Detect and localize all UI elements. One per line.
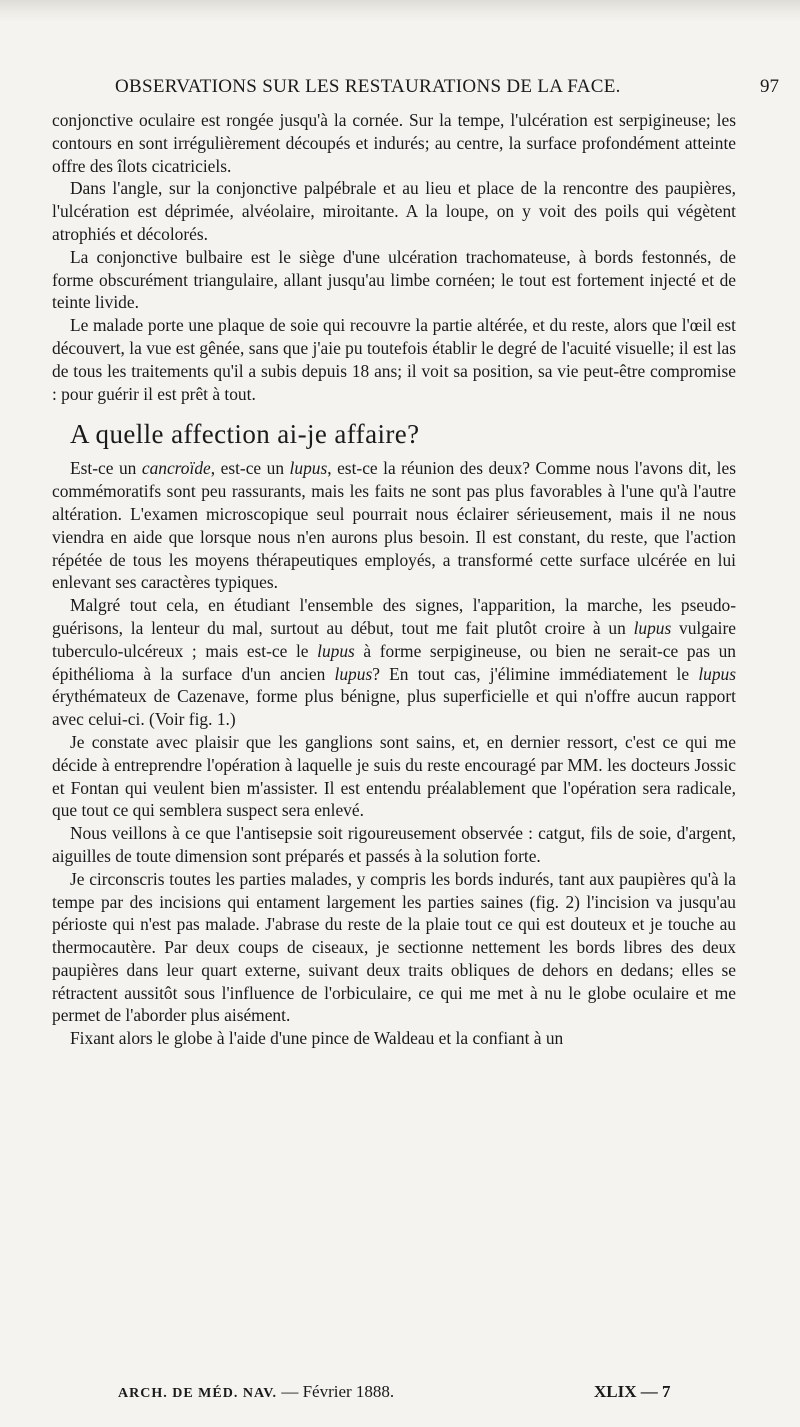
paragraph: Est-ce un cancroïde, est-ce un lupus, est-ce la réunion des deux? Comme nous l'avons dit, les commémoratifs sont peu rassurants, mais les faits ne sont pas plus favorables à l'une qu'à l'autre altération. L'examen microscopique seul pourrait nous éclairer sérieusement, mais il ne nous viendra en aide que lorsque nous n'en aurons plus besoin. Il est constant, du reste, que l'action répétée de tous les moyens thérapeutiques employés, a transformé cette surface ulcérée en lui enlevant ses caractères typiques. <box>52 458 736 593</box>
paragraph: Dans l'angle, sur la conjonctive palpébrale et au lieu et place de la rencontre des paupières, l'ulcération est déprimée, alvéolaire, miroitante. A la loupe, on y voit des poils qui végètent atrophiés et décolorés. <box>52 178 736 244</box>
footer-date: Février 1888. <box>302 1382 395 1401</box>
page-footer <box>118 1382 708 1402</box>
italic-term: lupus <box>289 458 328 479</box>
footer-signature: XLIX — 7 <box>594 1382 671 1401</box>
italic-term: lupus <box>317 640 355 661</box>
paragraph: Malgré tout cela, en étudiant l'ensemble des signes, l'apparition, la marche, les pseudo-guérisons, la lenteur du mal, surtout au début, tout me fait plutôt croire à un lupus vulgaire tuberculo-ulcéreux ; mais est-ce le lupus à forme serpigineuse, ou bien ne serait-ce pas un épithélioma à la surface d'un ancien lupus? En tout cas, j'élimine immédiatement le lupus érythémateux de Cazenave, forme plus bénigne, plus superficielle et qui n'offre aucun rapport avec celui-ci. (Voir fig. 1.) <box>52 595 737 730</box>
italic-term: lupus <box>633 617 672 638</box>
italic-term: cancroïde <box>141 458 211 479</box>
italic-term: lupus <box>334 663 373 684</box>
paragraph: Nous veillons à ce que l'antisepsie soit rigoureusement observée : catgut, fils de soie, d'argent, aiguilles de toute dimension sont préparés et passés à la solution forte. <box>52 823 736 866</box>
italic-term: lupus <box>698 663 736 684</box>
body-text <box>52 109 736 1050</box>
section-heading: A quelle affection ai-je affaire? <box>70 419 420 450</box>
footer-separator: — <box>281 1382 299 1401</box>
page-top-edge <box>0 0 800 22</box>
page-number: 97 <box>760 76 779 97</box>
paragraph: conjonctive oculaire est rongée jusqu'à la cornée. Sur la tempe, l'ulcération est serpigineuse; les contours en sont irrégulièrement découpés et indurés; au centre, la surface profondément atteinte offre des îlots cicatriciels. <box>52 110 736 176</box>
paragraph: Je constate avec plaisir que les ganglions sont sains, et, en dernier ressort, c'est ce qui me décide à entreprendre l'opération à laquelle je suis du reste encouragé par MM. les docteurs Jossic et Fontan qui veulent bien m'assister. Il est entendu préalablement que l'opération sera radicale, que tout ce qui semblera suspect sera enlevé. <box>52 731 736 821</box>
paragraph: La conjonctive bulbaire est le siège d'une ulcération trachomateuse, à bords festonnés, de forme obscurément triangulaire, allant jusqu'au limbe cornéen; le tout est fortement injecté et de teinte livide. <box>52 246 736 313</box>
paragraph: Fixant alors le globe à l'aide d'une pince de Waldeau et la confiant à un <box>70 1028 564 1049</box>
paragraph: Je circonscris toutes les parties malades, y compris les bords indurés, tant aux paupières qu'à la tempe par des incisions qui entament largement les parties saines (fig. 2) l'incision va jusqu'au périoste qui n'est pas malade. J'abrase du reste de la plaie tout ce qui est douteux et je touche au thermocautère. Par deux coups de ciseaux, je sectionne nettement les bords libres des deux paupières dans leur quart externe, suivant deux traits obliques de dehors en dedans; elles se rétractent aussitôt sous l'influence de l'orbiculaire, ce qui me met à nu le globe oculaire et me permet de l'aborder plus aisément. <box>52 868 736 1026</box>
running-head: OBSERVATIONS SUR LES RESTAURATIONS DE LA FACE. <box>115 76 621 97</box>
paragraph: Le malade porte une plaque de soie qui recouvre la partie altérée, et du reste, alors que l'œil est découvert, la vue est gênée, sans que j'aie pu toutefois établir le degré de l'acuité visuelle; il est las de tous les traitements qu'il a subis depuis 18 ans; il voit sa position, sa vie peut-être compromise : pour guérir il est prêt à tout. <box>52 315 736 404</box>
footer-journal: ARCH. DE MÉD. NAV. <box>118 1386 278 1401</box>
